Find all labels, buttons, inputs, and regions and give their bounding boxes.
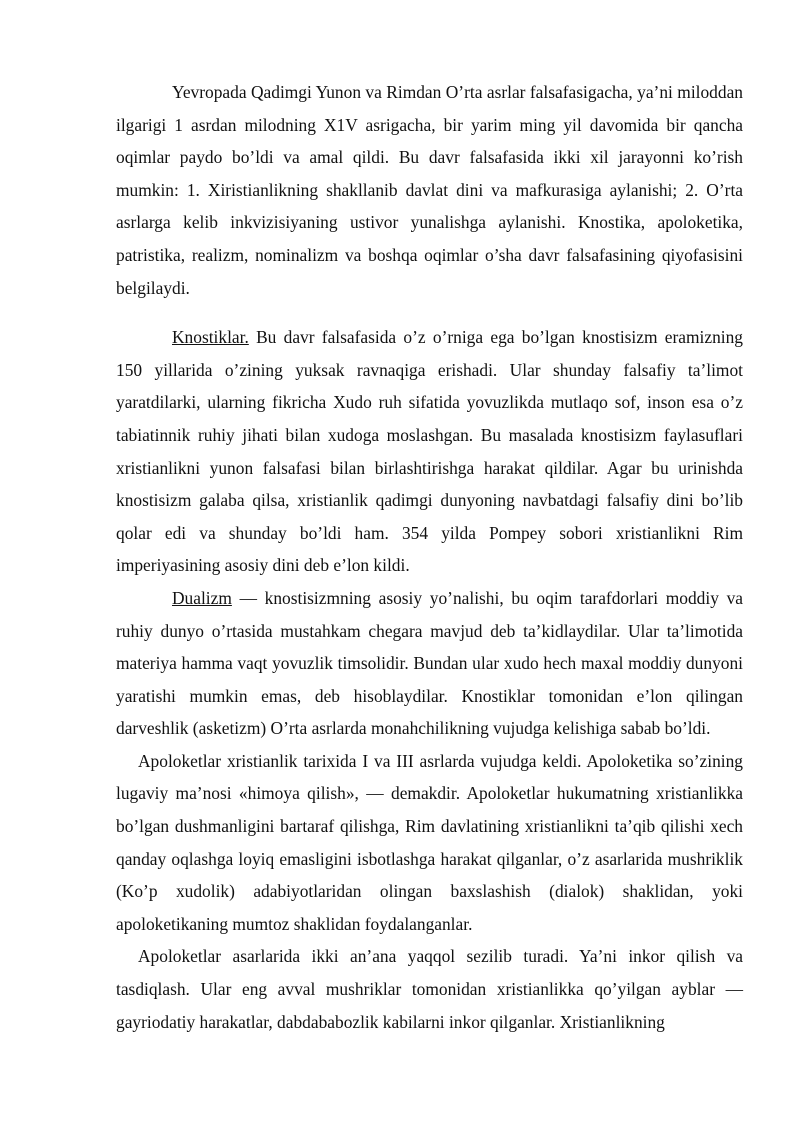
paragraph-knostiklar-text: Bu davr falsafasida o’z o’rniga ega bo’lgan knostisizm eramizning 150 yillarida o’zining yuksak ravnaqiga erishadi. Ular shunday falsafiy ta’limot yaratdilarki, ularning fikricha Xudo ruh sifatida yovuzlikda mutlaqo sof, inson esa o’z tabiatinnik ruhiy jihati bilan xudoga moslashgan. Bu masalada knostisizm faylasuflari xristianlikni yunon falsafasi bilan birlashtirishga harakat qildilar. Agar bu urinishda knostisizm galaba qilsa, xristianlik qadimgi dunyoning navbatdagi falsafiy dini bo’lib qolar edi va shunday bo’ldi ham. 354 yilda Pompey sobori xristianlikni Rim imperiyasining asosiy dini deb e’lon kildi.: [116, 327, 743, 576]
paragraph-dualizm-text: — knostisizmning asosiy yo’nalishi, bu oqim tarafdorlari moddiy va ruhiy dunyo o’rtasida mustahkam chegara mavjud deb ta’kidlaydilar. Ular ta’limotida materiya hamma vaqt yovuzlik timsolidir. Bundan ular xudo hech maxal moddiy dunyoni yaratishi mumkin emas, deb hisoblaydilar. Knostiklar tomonidan e’lon qilingan darveshlik (asketizm) O’rta asrlarda monahchilikning vujudga kelishiga sabab bo’ldi.: [116, 587, 743, 739]
paragraph-apoloketlar: Apoloketlar xristianlik tarixida I va III asrlarda vujudga keldi. Apoloketika so’zining lugaviy ma’nosi «himoya qilish», — demakdir. Apoloketlar hukumatning xristianlikka bo’lgan dushmanligini bartaraf qilishga, Rim davlatining xristianlikni ta’qib qilishi xech qanday oqlashga loyiq emasligini isbotlashga harakat qilganlar, o’z asarlarida mushriklik (Ko’p xudolik) adabiyotlaridan olingan baxslashish (dialok) shaklidan, yoki apoloketikaning mumtoz shaklidan foydalanganlar.: [116, 750, 743, 934]
paragraph-apoloketlar-asarlari: Apoloketlar asarlarida ikki an’ana yaqqol sezilib turadi. Ya’ni inkor qilish va tasdiqlash. Ular eng avval mushriklar tomonidan xristianlikka qo’yilgan ayblar — gayriodatiy harakatlar, dabdababozlik kabilarni inkor qilganlar. Xristianlikning: [116, 946, 743, 1032]
paragraph-dualizm: [116, 582, 743, 745]
term-dualizm: Dualizm: [172, 587, 232, 608]
paragraph-intro: Yevropada Qadimgi Yunon va Rimdan O’rta asrlar falsafasigacha, ya’ni miloddan ilgarigi 1 asrdan milodning X1V asrigacha, bir yarim ming yil davomida bir qancha oqimlar paydo bo’ldi va amal qildi. Bu davr falsafasida ikki xil jarayonni ko’rish mumkin: 1. Xiristianlikning shakllanib davlat dini va mafkurasiga aylanishi; 2. O’rta asrlarga kelib inkvizisiyaning ustivor yunalishga aylanishi. Knostika, apoloketika, patristika, realizm, nominalizm va boshqa oqimlar o’sha davr falsafasining qiyofasisini belgilaydi.: [116, 82, 743, 298]
term-knostiklar: Knostiklar.: [172, 327, 249, 348]
paragraph-knostiklar: [116, 321, 743, 582]
